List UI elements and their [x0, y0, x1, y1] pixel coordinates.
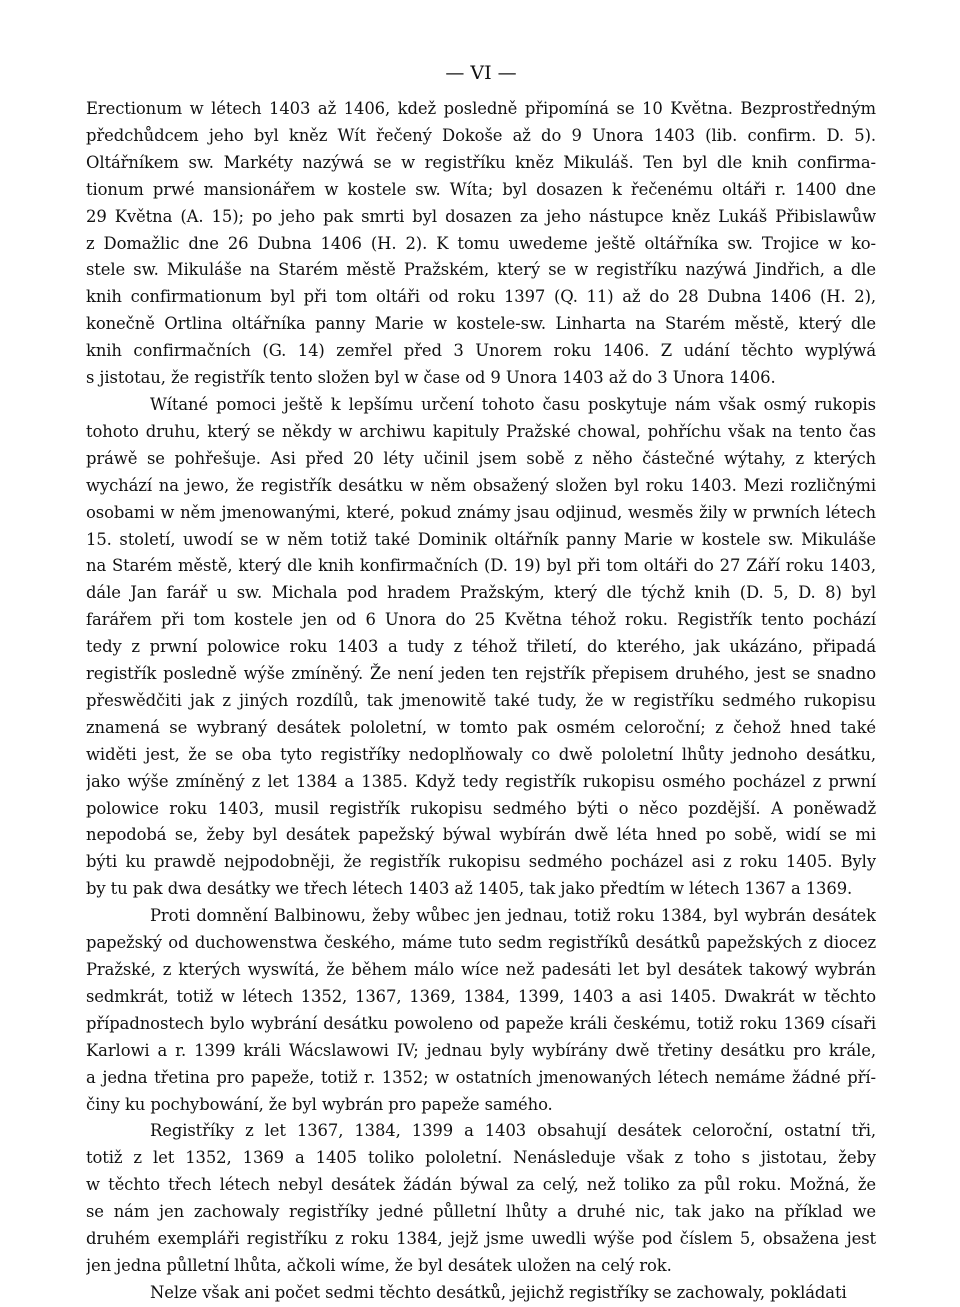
text-line: Nelze však ani počet sedmi těchto desátků, jejichž registříky se zachowaly, pokládati [150, 1282, 847, 1302]
text-line: 15. století, uwodí se w něm totiž také Dominik oltářník panny Marie w kostele sw. Mikuláše [86, 529, 876, 549]
text-line: registřík posledně wýše zmíněný. Že není jeden ten rejstřík přepisem druhého, jest se snadno [86, 664, 876, 684]
body-text [86, 96, 876, 1307]
text-line: totiž z let 1352, 1369 a 1405 toliko pololetní. Nenásleduje však z toho s jistotau, žeby [86, 1148, 876, 1168]
text-line: přeswědčiti jak z jiných rozdílů, tak jmenowitě také tudy, že w registříku sedmého rukopisu [86, 690, 876, 710]
text-line: 29 Května (A. 15); po jeho pak smrti byl dosazen za jeho nástupce kněz Lukáš Přibislawůw [86, 206, 876, 226]
page-number: — VI — [445, 62, 517, 84]
text-line: knih confirmationum byl při tom oltáři od roku 1397 (Q. 11) až do 28 Dubna 1406 (H. 2), [86, 287, 876, 307]
text-line: tionum prwé mansionářem w kostele sw. Wíta; byl dosazen k řečenému oltáři r. 1400 dne [86, 179, 876, 199]
text-line: Pražské, z kterých wyswítá, že během málo wíce než padesáti let byl desátek takowý wybrán [86, 960, 876, 979]
text-line: znamená se wybraný desátek pololetní, w tomto pak osmém celoroční; z čehož hned také [86, 717, 876, 737]
paragraph [86, 1118, 876, 1279]
text-line: a jedna třetina pro papeže, totiž r. 1352; w ostatních jmenowaných létech nemáme žádné pří- [86, 1067, 876, 1087]
text-line: jako wýše zmíněný z let 1384 a 1385. Když tedy registřík rukopisu osmého pocházel z prwní [86, 771, 876, 791]
text-line: předchůdcem jeho byl kněz Wít řečený Dokoše až do 9 Unora 1403 (lib. confirm. D. 5). [86, 125, 876, 145]
text-line: dále Jan farář u sw. Michala pod hradem Pražským, který dle týchž knih (D. 5, D. 8) byl [86, 583, 876, 603]
text-line: sedmkrát, totiž w létech 1352, 1367, 1369, 1384, 1399, 1403 a asi 1405. Dwakrát w těchto [86, 986, 876, 1006]
text-line: osobami w něm jmenowanými, které, pokud známy jsau odjinud, wesměs žily w prwních létech [86, 502, 876, 522]
text-line: Oltářníkem sw. Markéty nazýwá se w registříku kněz Mikuláš. Ten byl dle knih confirma- [86, 152, 876, 172]
text-line: Karlowi a r. 1399 králi Wácslawowi IV; jednau byly wybírány dwě třetiny desátku pro krále, [86, 1040, 876, 1060]
text-line: z Domažlic dne 26 Dubna 1406 (H. 2). K tomu uwedeme ještě oltářníka sw. Trojice w ko- [86, 233, 876, 253]
text-line: knih confirmačních (G. 14) zemřel před 3 Unorem roku 1406. Z udání těchto wyplýwá [86, 341, 876, 361]
text-line: na Starém městě, který dle knih konfirmačních (D. 19) byl při tom oltáři do 27 Září roku 1403, [86, 556, 876, 576]
text-line: papežský od duchowenstwa českého, máme tuto sedm registříků desátků papežských z diocez [86, 933, 876, 953]
text-line: wychází na jewo, že registřík desátku w něm obsažený složen byl roku 1403. Mezi rozličnými [86, 475, 876, 495]
text-line: tohoto druhu, který se někdy w archiwu kapituly Pražské chowal, pohříchu však na tento čas [86, 421, 876, 441]
text-line: w těchto třech létech nebyl desátek žádán býwal za celý, než toliko za půl roku. Možná, že [86, 1175, 876, 1195]
paragraph [86, 96, 876, 392]
text-line: případnostech bylo wybrání desátku powoleno od papeže králi českému, totiž roku 1369 císaři [86, 1013, 876, 1033]
text-line: Registříky z let 1367, 1384, 1399 a 1403 obsahují desátek celoroční, ostatní tři, [150, 1121, 876, 1141]
text-line: nepodobá se, žeby byl desátek papežský býwal wybírán dwě léta hned po sobě, widí se mi [86, 825, 876, 845]
text-line: stele sw. Mikuláše na Starém městě Pražském, který se w registříku nazýwá Jindřich, a dle [86, 260, 876, 280]
text-line: jen jedna půlletní lhůta, ačkoli wíme, že byl desátek uložen na celý rok. [86, 1255, 672, 1275]
paragraph [86, 392, 876, 903]
text-line: polowice roku 1403, musil registřík rukopisu sedmého býti o něco pozdější. A poněwadž [86, 798, 876, 818]
paragraph [86, 903, 876, 1118]
text-line: se nám jen zachowaly registříky jedné půlletní lhůty a druhé nic, tak jako na příklad we [86, 1202, 876, 1222]
text-line: Wítané pomoci ještě k lepšímu určení tohoto času poskytuje nám však osmý rukopis [150, 394, 876, 414]
text-line: Erectionum w létech 1403 až 1406, kdež posledně připomíná se 10 Května. Bezprostředným [86, 99, 876, 118]
text-line: farářem při tom kostele jen od 6 Unora do 25 Května téhož roku. Registřík tento pochází [86, 610, 876, 630]
text-line: býti ku prawdě nejpodobněji, že registřík rukopisu sedmého pocházel asi z roku 1405. Byly [86, 852, 876, 872]
text-line: s jistotau, že registřík tento složen byl w čase od 9 Unora 1403 až do 3 Unora 1406. [86, 368, 776, 388]
text-line: Proti domnění Balbinowu, žeby wůbec jen jednau, totiž roku 1384, byl wybrán desátek [150, 906, 876, 926]
text-line: činy ku pochybowání, že byl wybrán pro papeže samého. [86, 1094, 553, 1114]
text-line: konečně Ortlina oltářníka panny Marie w kostele-sw. Linharta na Starém městě, který dle [86, 314, 876, 334]
text-line: práwě se pohřešuje. Asi před 20 léty učinil jsem sobě z něho částečné wýtahy, z kterých [86, 448, 876, 468]
text-line: druhém exempláři registříku z roku 1384, jejž jsme uwedli wýše pod číslem 5, obsažena jest [86, 1229, 876, 1249]
text-line: by tu pak dwa desátky we třech létech 1403 až 1405, tak jako předtím w létech 1367 a 1369. [86, 879, 853, 899]
text-line: tedy z prwní polowice roku 1403 a tudy z téhož třiletí, do kterého, jak ukázáno, připadá [86, 637, 876, 657]
text-line: widěti jest, že se oba tyto registříky nedoplňowaly co dwě pololetní lhůty jednoho desátku, [86, 744, 876, 764]
paragraph [86, 1280, 876, 1307]
